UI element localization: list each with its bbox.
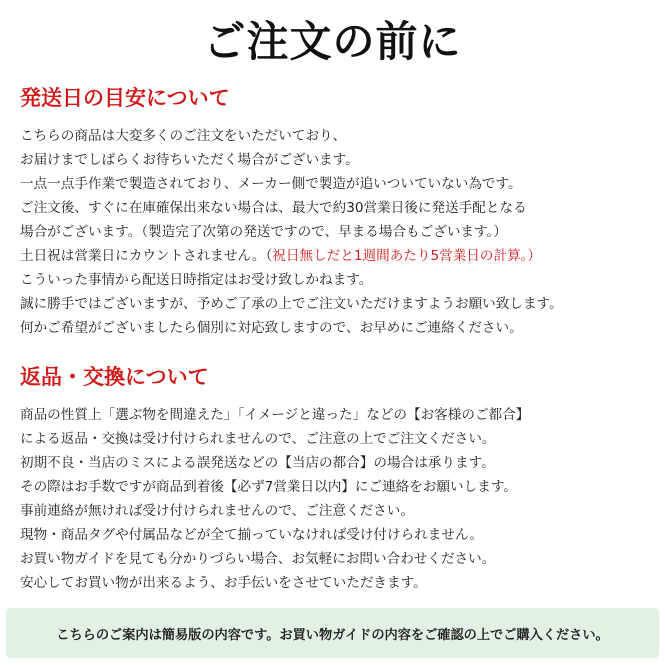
page-title: ご注文の前に xyxy=(203,17,462,66)
returns-exchange-body xyxy=(20,403,660,595)
shipping-estimate-heading: 発送日の目安について xyxy=(20,86,230,110)
shipping-text-line: 一点一点手作業で製造されており、メーカー側で製造が追いついていない為です。 xyxy=(20,176,522,192)
returns-exchange-heading: 返品・交換について xyxy=(20,365,209,389)
returns-text-line: による返品・交換は受け付けられませんので、ご注意の上でご注文ください。 xyxy=(20,431,496,447)
returns-text-line: その際はお手数ですが商品到着後【必ず7営業日以内】にご連絡をお願いします。 xyxy=(20,479,517,495)
shipping-estimate-body xyxy=(20,124,660,340)
simplified-guide-notice: こちらのご案内は簡易版の内容です。お買い物ガイドの内容をご確認の上でご購入ください。 xyxy=(6,608,659,658)
returns-text-line: 初期不良・当店のミスによる誤発送などの【当店の都合】の場合は承ります。 xyxy=(20,455,495,471)
shipping-text-line: ご注文後、すぐに在庫確保出来ない場合は、最大で約30営業日後に発送手配となる xyxy=(20,200,527,216)
shipping-text-line: お届けまでしばらくお待ちいただく場合がございます。 xyxy=(20,152,359,168)
shipping-text-line: 何かご希望がございましたら個別に対応致しますので、お早めにご連絡ください。 xyxy=(20,320,523,336)
returns-text-line: 事前連絡が無ければ受け付けられませんので、ご注意ください。 xyxy=(20,503,414,519)
shipping-text-line: こちらの商品は大変多くのご注文をいただいており、 xyxy=(20,128,347,144)
returns-text-line: 現物・商品タグや付属品などが全て揃っていなければ受け付けられません。 xyxy=(20,527,484,543)
returns-text-line: お買い物ガイドを見ても分かりづらい場合、お気軽にお問い合わせください。 xyxy=(20,551,496,567)
business-day-calc-note: 祝日無しだと1週間あたり5営業日の計算。 xyxy=(272,248,528,264)
returns-text-line: 商品の性質上「選ぶ物を間違えた」「イメージと違った」などの【お客様のご都合】 xyxy=(20,407,530,423)
shipping-text-line: 誠に勝手ではございますが、予めご了承の上でご注文いただけますようお願い致します。 xyxy=(20,296,563,312)
returns-text-line: 安心してお買い物が出来るよう、お手伝いをさせていただきます。 xyxy=(20,575,427,591)
business-day-text: 土日祝は営業日にカウントされません。（ xyxy=(20,248,273,264)
business-day-close-paren: ） xyxy=(527,248,542,264)
business-day-note xyxy=(20,244,660,268)
shipping-text-line: 場合がございます。（製造完了次第の発送ですので、早まる場合もございます。） xyxy=(20,224,507,240)
shipping-text-line: こういった事情から配送日時指定はお受け致しかねます。 xyxy=(20,272,373,288)
